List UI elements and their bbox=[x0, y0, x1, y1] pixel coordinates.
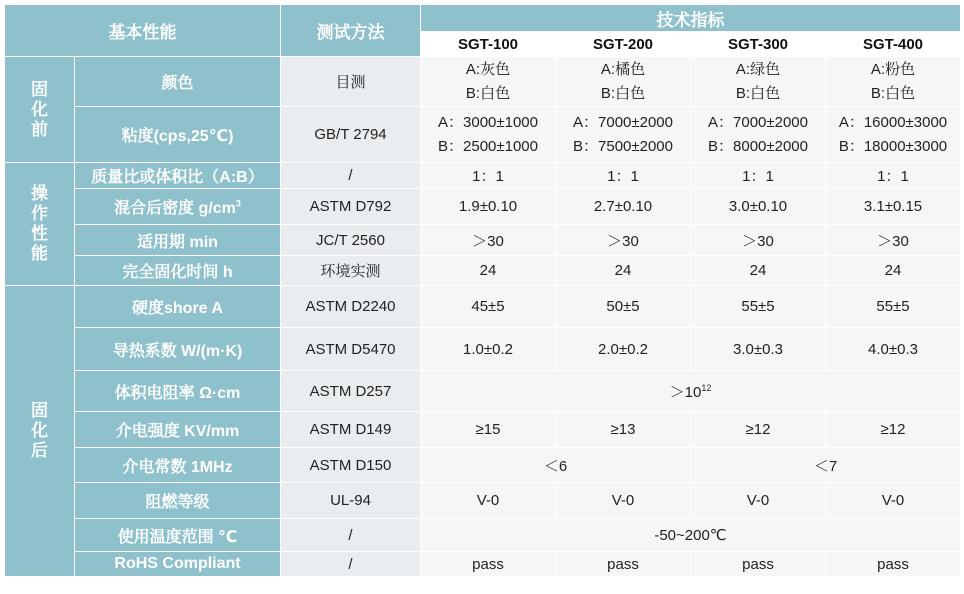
table-row bbox=[5, 225, 961, 256]
value-cell: pass bbox=[826, 552, 961, 577]
value-cell: A:粉色 B:白色 bbox=[826, 57, 961, 107]
test-method: JC/T 2560 bbox=[281, 225, 421, 256]
value-cell: 24 bbox=[556, 256, 691, 286]
value-cell: ＞30 bbox=[421, 225, 556, 256]
table-row bbox=[5, 163, 961, 189]
value-cell: 1.0±0.2 bbox=[421, 328, 556, 371]
prop-label: 完全固化时间 h bbox=[75, 256, 281, 286]
spec-table bbox=[4, 4, 961, 577]
table-row bbox=[5, 519, 961, 552]
value-cell: 3.0±0.3 bbox=[691, 328, 826, 371]
value-cell: 2.7±0.10 bbox=[556, 189, 691, 225]
value-cell: A：7000±2000 B：7500±2000 bbox=[556, 107, 691, 163]
value-cell: 24 bbox=[421, 256, 556, 286]
value-cell: ＞30 bbox=[826, 225, 961, 256]
header-row bbox=[5, 5, 961, 32]
test-method: GB/T 2794 bbox=[281, 107, 421, 163]
value-cell: V-0 bbox=[691, 483, 826, 519]
header-basic: 基本性能 bbox=[5, 5, 281, 57]
prop-label: 导热系数 W/(m·K) bbox=[75, 328, 281, 371]
prop-label: 硬度shore A bbox=[75, 286, 281, 328]
value-cell: 2.0±0.2 bbox=[556, 328, 691, 371]
test-method: UL-94 bbox=[281, 483, 421, 519]
prop-label: 质量比或体积比（A:B） bbox=[75, 163, 281, 189]
table-row bbox=[5, 483, 961, 519]
value-cell: 3.1±0.15 bbox=[826, 189, 961, 225]
value-cell: A：16000±3000 B：18000±3000 bbox=[826, 107, 961, 163]
value-cell: 55±5 bbox=[826, 286, 961, 328]
value-cell: V-0 bbox=[826, 483, 961, 519]
value-cell: ＞30 bbox=[691, 225, 826, 256]
table-row bbox=[5, 412, 961, 448]
table-row bbox=[5, 371, 961, 412]
value-cell-merged: -50~200℃ bbox=[421, 519, 961, 552]
prop-label: 介电常数 1MHz bbox=[75, 448, 281, 483]
test-method: 环境实测 bbox=[281, 256, 421, 286]
value-cell: A:绿色 B:白色 bbox=[691, 57, 826, 107]
value-cell: A：7000±2000 B：8000±2000 bbox=[691, 107, 826, 163]
value-cell: 3.0±0.10 bbox=[691, 189, 826, 225]
group-operation: 操作性能 bbox=[5, 163, 75, 286]
model-sgt400: SGT-400 bbox=[826, 32, 961, 57]
value-cell: 1.9±0.10 bbox=[421, 189, 556, 225]
test-method: ASTM D257 bbox=[281, 371, 421, 412]
prop-label: 体积电阻率 Ω·cm bbox=[75, 371, 281, 412]
value-cell: A:橘色 B:白色 bbox=[556, 57, 691, 107]
test-method: ASTM D150 bbox=[281, 448, 421, 483]
table-row bbox=[5, 107, 961, 163]
value-cell: pass bbox=[691, 552, 826, 577]
prop-label: 适用期 min bbox=[75, 225, 281, 256]
table-row bbox=[5, 328, 961, 371]
value-cell-merged: ＜6 bbox=[421, 448, 691, 483]
prop-label: RoHS Compliant bbox=[75, 552, 281, 577]
table-row bbox=[5, 286, 961, 328]
value-cell: 50±5 bbox=[556, 286, 691, 328]
value-cell: ≥15 bbox=[421, 412, 556, 448]
group-after: 固化后 bbox=[5, 286, 75, 577]
value-cell: 4.0±0.3 bbox=[826, 328, 961, 371]
value-cell: 1：1 bbox=[556, 163, 691, 189]
model-sgt300: SGT-300 bbox=[691, 32, 826, 57]
test-method: ASTM D5470 bbox=[281, 328, 421, 371]
test-method: ASTM D792 bbox=[281, 189, 421, 225]
value-cell: 45±5 bbox=[421, 286, 556, 328]
test-method: / bbox=[281, 163, 421, 189]
value-cell: ≥12 bbox=[826, 412, 961, 448]
value-cell: ＞30 bbox=[556, 225, 691, 256]
table-row bbox=[5, 552, 961, 577]
table-row bbox=[5, 189, 961, 225]
prop-label: 阻燃等级 bbox=[75, 483, 281, 519]
value-cell: A：3000±1000 B：2500±1000 bbox=[421, 107, 556, 163]
header-spec: 技术指标 bbox=[421, 5, 961, 32]
prop-label: 介电强度 KV/mm bbox=[75, 412, 281, 448]
table-row bbox=[5, 448, 961, 483]
value-cell-merged: ＜7 bbox=[691, 448, 961, 483]
test-method: / bbox=[281, 552, 421, 577]
prop-label: 混合后密度 $g/cm^3$ bbox=[75, 189, 281, 225]
test-method: / bbox=[281, 519, 421, 552]
test-method: ASTM D149 bbox=[281, 412, 421, 448]
table-row bbox=[5, 57, 961, 107]
model-sgt100: SGT-100 bbox=[421, 32, 556, 57]
header-method: 测试方法 bbox=[281, 5, 421, 57]
value-cell: pass bbox=[421, 552, 556, 577]
value-cell: A:灰色 B:白色 bbox=[421, 57, 556, 107]
value-cell: 24 bbox=[826, 256, 961, 286]
value-cell: ≥13 bbox=[556, 412, 691, 448]
table-row bbox=[5, 256, 961, 286]
value-cell: 24 bbox=[691, 256, 826, 286]
value-cell: V-0 bbox=[556, 483, 691, 519]
prop-label: 颜色 bbox=[75, 57, 281, 107]
prop-label: 使用温度范围 ℃ bbox=[75, 519, 281, 552]
value-cell: 55±5 bbox=[691, 286, 826, 328]
value-cell: 1：1 bbox=[421, 163, 556, 189]
group-before: 固化前 bbox=[5, 57, 75, 163]
value-cell: V-0 bbox=[421, 483, 556, 519]
prop-label: 粘度(cps,25℃) bbox=[75, 107, 281, 163]
value-cell: 1：1 bbox=[691, 163, 826, 189]
spec-table-container bbox=[4, 4, 960, 586]
model-sgt200: SGT-200 bbox=[556, 32, 691, 57]
test-method: 目测 bbox=[281, 57, 421, 107]
value-cell: 1：1 bbox=[826, 163, 961, 189]
value-cell: pass bbox=[556, 552, 691, 577]
value-cell: ≥12 bbox=[691, 412, 826, 448]
test-method: ASTM D2240 bbox=[281, 286, 421, 328]
value-cell-merged: $>10^{12}$ bbox=[421, 371, 961, 412]
